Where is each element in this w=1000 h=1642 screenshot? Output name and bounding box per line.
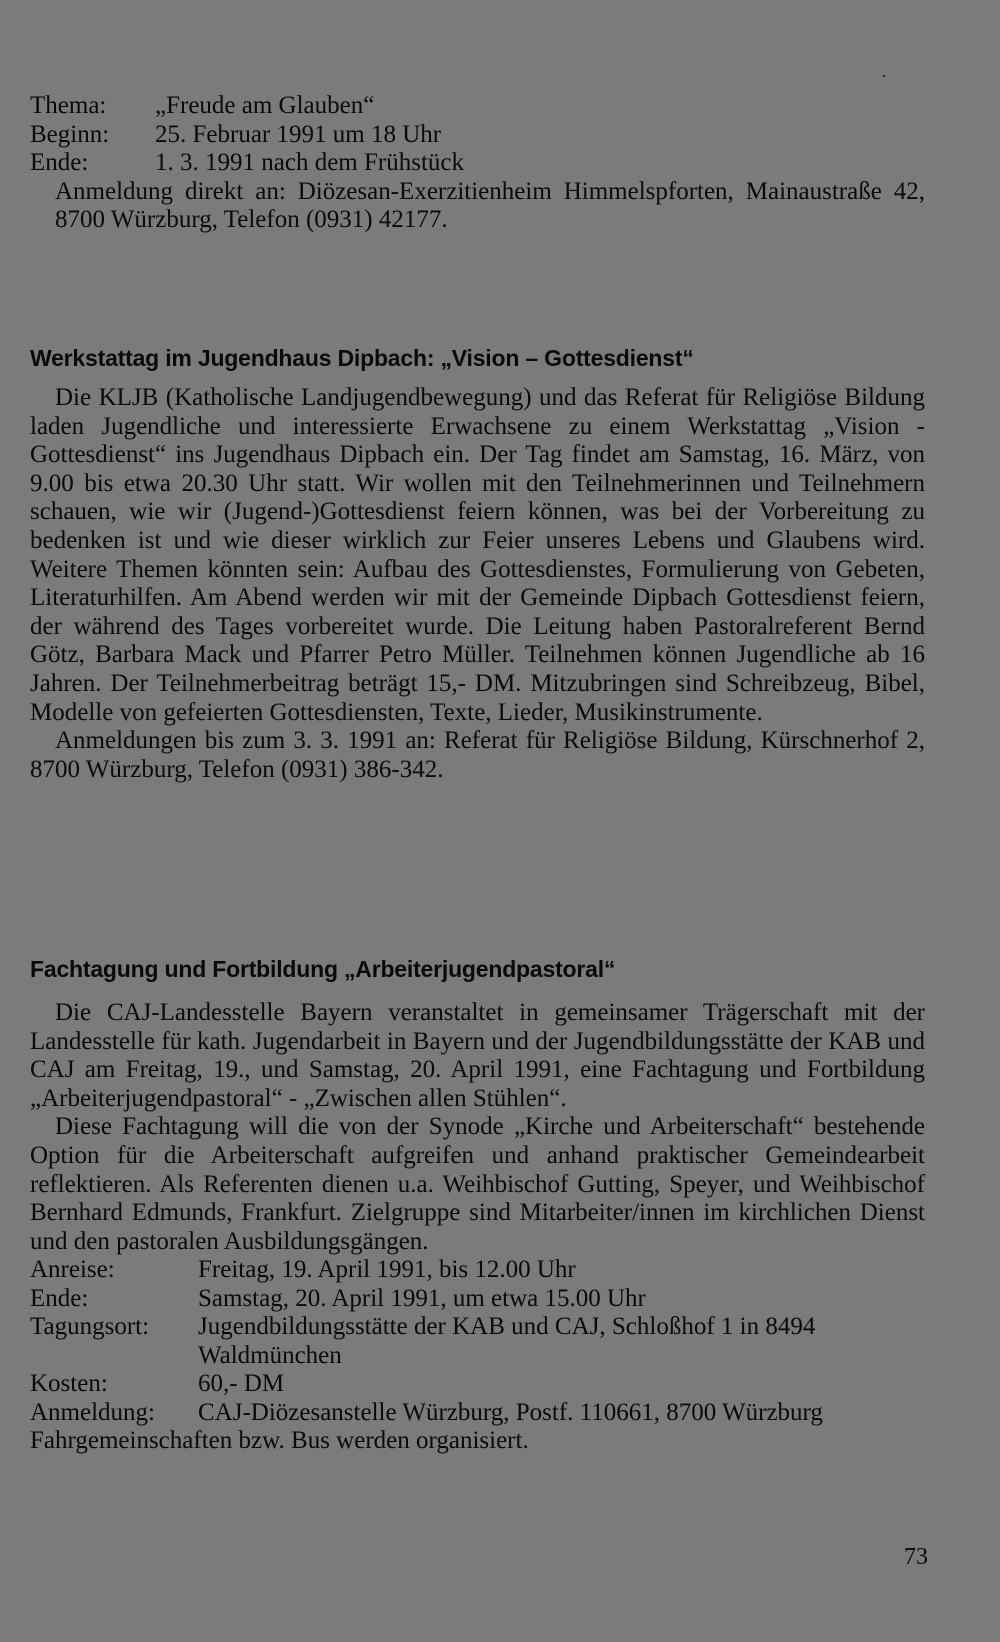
detail-value: 60,- DM: [198, 1370, 285, 1398]
detail-value: Jugendbildungsstätte der KAB und CAJ, Schloßhof 1 in 8494 Waldmünchen: [198, 1313, 816, 1369]
info-value: 25. Februar 1991 um 18 Uhr: [155, 120, 442, 148]
detail-label: Anreise:: [30, 1256, 115, 1284]
detail-label: Kosten:: [30, 1370, 108, 1398]
detail-row-registration: [30, 1399, 925, 1428]
section-heading: Fachtagung und Fortbildung „Arbeiterjugendpastoral“: [30, 956, 616, 982]
paragraph: Anmeldungen bis zum 3. 3. 1991 an: Referat für Religiöse Bildung, Kürschnerhof 2, 8700 Würzburg, Telefon (0931) 386-342.: [30, 727, 925, 783]
info-row-end: [30, 149, 925, 178]
section-werkstattag: [30, 344, 925, 784]
detail-value: CAJ-Diözesanstelle Würzburg, Postf. 110661, 8700 Würzburg: [198, 1398, 823, 1426]
detail-row-end: [30, 1285, 925, 1314]
paragraph: Die KLJB (Katholische Landjugendbewegung) und das Referat für Religiöse Bildung laden Jugendliche und interessierte Erwachsene zu einem Werkstattag „Vision - Gottesdienst“ ins Jugendhaus Dipbach ein. Der Tag findet am Samstag, 16. März, von 9.00 bis etwa 20.30 Uhr statt. Wir wollen mit den Teilnehmerinnen und Teilnehmern schauen, wie wir (Jugend-)Gottesdienst feiern können, was bei der Vorbereitung zu bedenken ist und wie dieser wirklich zur Feier unseres Lebens und Glaubens wird. Weitere Themen könnten sein: Aufbau des Gottesdienstes, Formulierung von Gebeten, Literaturhilfen. Am Abend werden wir mit der Gemeinde Dipbach Gottesdienst feiern, der während des Tages vorbereitet wurde. Die Leitung haben Pastoralreferent Bernd Götz, Barbara Mack und Pfarrer Petro Müller. Teilnehmen können Jugendliche ab 16 Jahren. Der Teilnehmerbeitrag beträgt 15,- DM. Mitzubringen sind Schreibzeug, Bibel, Modelle von gefeierten Gottesdiensten, Texte, Lieder, Musikinstrumente.: [30, 384, 925, 726]
section-heading: Werkstattag im Jugendhaus Dipbach: „Vision – Gottesdienst“: [30, 345, 694, 371]
detail-row-cost: [30, 1370, 925, 1399]
retreat-info: [30, 92, 925, 235]
page-number: 73: [904, 1544, 928, 1570]
info-label: Ende:: [30, 149, 89, 176]
detail-label: Tagungsort:: [30, 1313, 150, 1341]
info-value: „Freude am Glauben“: [155, 92, 375, 119]
info-value: 1. 3. 1991 nach dem Frühstück: [155, 149, 464, 176]
detail-value: Freitag, 19. April 1991, bis 12.00 Uhr: [198, 1256, 576, 1284]
registration-text: Anmeldung direkt an: Diözesan-Exerzitienheim Himmelspforten, Mainaustraße 42, 8700 Würzburg, Telefon (0931) 42177.: [55, 177, 925, 234]
info-row-topic: [30, 92, 925, 121]
detail-label: Ende:: [30, 1284, 89, 1312]
closing-note: Fahrgemeinschaften bzw. Bus werden organisiert.: [30, 1427, 529, 1455]
detail-value: Samstag, 20. April 1991, um etwa 15.00 Uhr: [198, 1284, 646, 1312]
event-details: [30, 1256, 925, 1456]
section-fachtagung: [30, 955, 925, 1456]
scan-speck: [883, 75, 885, 77]
info-label: Thema:: [30, 92, 107, 119]
paragraph: Diese Fachtagung will die von der Synode „Kirche und Arbeiterschaft“ bestehende Option für die Arbeiterschaft aufgreifen und anhand praktischer Gemeindearbeit reflektieren. Als Referenten dienen u.a. Weihbischof Gutting, Speyer, und Weihbischof Bernhard Edmunds, Frankfurt. Zielgruppe sind Mitarbeiter/innen im kirchlichen Dienst und den pastoralen Ausbildungsgängen.: [30, 1113, 925, 1255]
info-label: Beginn:: [30, 120, 110, 148]
section-body: [30, 384, 925, 784]
detail-row-arrival: [30, 1256, 925, 1285]
detail-row-venue: [30, 1313, 925, 1370]
info-row-start: [30, 121, 925, 150]
section-body: [30, 999, 925, 1256]
paragraph: Die CAJ-Landesstelle Bayern veranstaltet in gemeinsamer Trägerschaft mit der Landesstelle für kath. Jugendarbeit in Bayern und der Jugendbildungsstätte der KAB und CAJ am Freitag, 19., und Samstag, 20. April 1991, eine Fachtagung und Fortbildung „Arbeiterjugendpastoral“ - „Zwischen allen Stühlen“.: [30, 999, 925, 1112]
detail-label: Anmeldung:: [30, 1398, 155, 1426]
